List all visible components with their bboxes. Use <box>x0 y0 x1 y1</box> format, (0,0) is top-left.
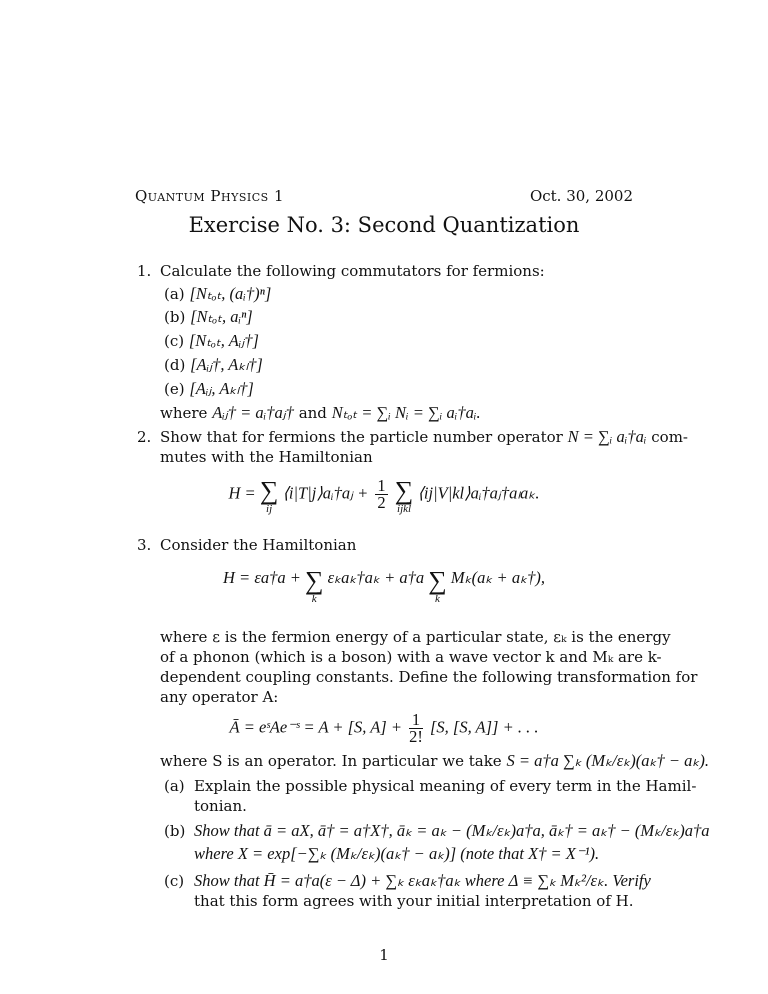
denominator: 2! <box>409 727 423 746</box>
q3-part-b-line: where X = exp[−∑ₖ (Mₖ/εₖ)(aₖ† − aₖ)] (note that X† = X⁻¹). <box>194 844 600 863</box>
part-label: (d) <box>164 356 186 374</box>
q1-where <box>160 403 481 423</box>
q3-para-line: of a phonon (which is a boson) with a wave vector k and Mₖ are k- <box>160 648 662 666</box>
q2-line1 <box>160 427 688 447</box>
transformation-equation <box>0 712 768 745</box>
q3-part-c-line: Show that H̄ = a†a(ε − Δ) + ∑ₖ εₖaₖ†aₖ where Δ ≡ ∑ₖ Mₖ²/εₖ. Verify <box>194 871 651 890</box>
q1-number: 1. <box>137 262 152 280</box>
part-math: [Aᵢⱼ, Aₖₗ†] <box>189 379 254 398</box>
eq-rhs: [S, [S, A]] + . . . <box>430 717 539 737</box>
eq-lhs: H = <box>228 483 256 503</box>
q3-part-b-line: Show that ā = aX, ā† = a†X†, āₖ = aₖ − (Mₖ/εₖ)a†a, āₖ† = aₖ† − (Mₖ/εₖ)a†a <box>194 821 710 840</box>
q1-part-e <box>164 379 254 399</box>
part-label: (b) <box>164 308 186 326</box>
eq-term: ⟨i|T|j⟩aᵢ†aⱼ + <box>282 483 369 503</box>
page-number: 1 <box>379 946 389 964</box>
part-math: [Nₜₒₜ, (aᵢ†)ⁿ] <box>189 284 272 303</box>
date: Oct. 30, 2002 <box>529 187 633 205</box>
sum-index: ij <box>266 503 273 515</box>
q3-para-line: dependent coupling constants. Define the following transformation for <box>160 668 698 686</box>
sum-sign: ∑ ij <box>259 476 279 515</box>
q1-part-b <box>164 307 253 327</box>
eq-term: Mₖ(aₖ + aₖ†), <box>450 568 545 587</box>
eq-lhs: Ā = eˢAe⁻ˢ = A + [S, A] + <box>229 717 402 737</box>
numerator: 1 <box>409 712 423 729</box>
q3-para-line: any operator A: <box>160 688 279 706</box>
sum-index: k <box>435 593 440 605</box>
q3-part-c-label: (c) <box>164 872 185 890</box>
sum-sign: ∑ k <box>428 566 447 605</box>
course-name: Quantum Physics 1 <box>135 187 285 205</box>
q3-text: Consider the Hamiltonian <box>160 536 357 554</box>
text: Show that for fermions the particle number operator <box>160 428 563 446</box>
s-definition <box>160 751 709 771</box>
q3-para-line: where ε is the fermion energy of a particular state, εₖ is the energy <box>160 628 671 646</box>
math: Nₜₒₜ = ∑ᵢ Nᵢ = ∑ᵢ aᵢ†aᵢ. <box>331 403 481 422</box>
math: S = a†a ∑ₖ (Mₖ/εₖ)(aₖ† − aₖ). <box>506 751 710 770</box>
q2-number: 2. <box>137 428 152 446</box>
q3-part-b-label: (b) <box>164 822 186 840</box>
part-math: [Nₜₒₜ, Aᵢⱼ†] <box>188 331 259 350</box>
eq-term: εₖaₖ†aₖ + a†a <box>327 568 425 587</box>
sum-index: k <box>311 593 317 605</box>
q2-line2: mutes with the Hamiltonian <box>160 448 373 466</box>
q1-part-a <box>164 284 271 304</box>
q1-part-d <box>164 355 263 375</box>
q3-part-a-line: tonian. <box>194 797 247 815</box>
fraction <box>375 478 387 511</box>
q3-part-a-label: (a) <box>164 777 185 795</box>
denominator: 2 <box>377 493 386 512</box>
part-label: (e) <box>164 380 185 398</box>
q2-hamiltonian-equation <box>0 478 768 514</box>
part-label: (a) <box>164 285 185 303</box>
sum-sign: ∑ ijkl <box>394 476 414 515</box>
text: com- <box>651 428 688 446</box>
fraction <box>409 712 423 745</box>
q3-part-a-line: Explain the possible physical meaning of every term in the Hamil- <box>194 777 697 795</box>
q3-hamiltonian-equation <box>0 568 768 604</box>
q1-part-c <box>164 331 259 351</box>
sum-sign: ∑ k <box>304 566 324 605</box>
q3-part-c-line: that this form agrees with your initial interpretation of H. <box>194 892 634 910</box>
page-title: Exercise No. 3: Second Quantization <box>188 213 580 237</box>
part-math: [Aᵢⱼ†, Aₖₗ†] <box>190 355 263 374</box>
eq-term: ⟨ij|V|kl⟩aᵢ†aⱼ†aₗaₖ. <box>417 483 540 503</box>
sum-index: ijkl <box>397 503 412 515</box>
q3-number: 3. <box>137 536 152 554</box>
math: N = ∑ᵢ aᵢ†aᵢ <box>567 427 647 446</box>
part-math: [Nₜₒₜ, aᵢⁿ] <box>190 307 253 326</box>
q1-text: Calculate the following commutators for fermions: <box>160 262 545 280</box>
part-label: (c) <box>164 332 185 350</box>
text: where S is an operator. In particular we take <box>160 752 502 770</box>
numerator: 1 <box>377 476 386 495</box>
eq-lhs: H = εa†a + <box>223 568 301 587</box>
math: Aᵢⱼ† = aᵢ†aⱼ† <box>212 403 294 422</box>
text: and <box>298 404 327 422</box>
text: where <box>160 404 208 422</box>
